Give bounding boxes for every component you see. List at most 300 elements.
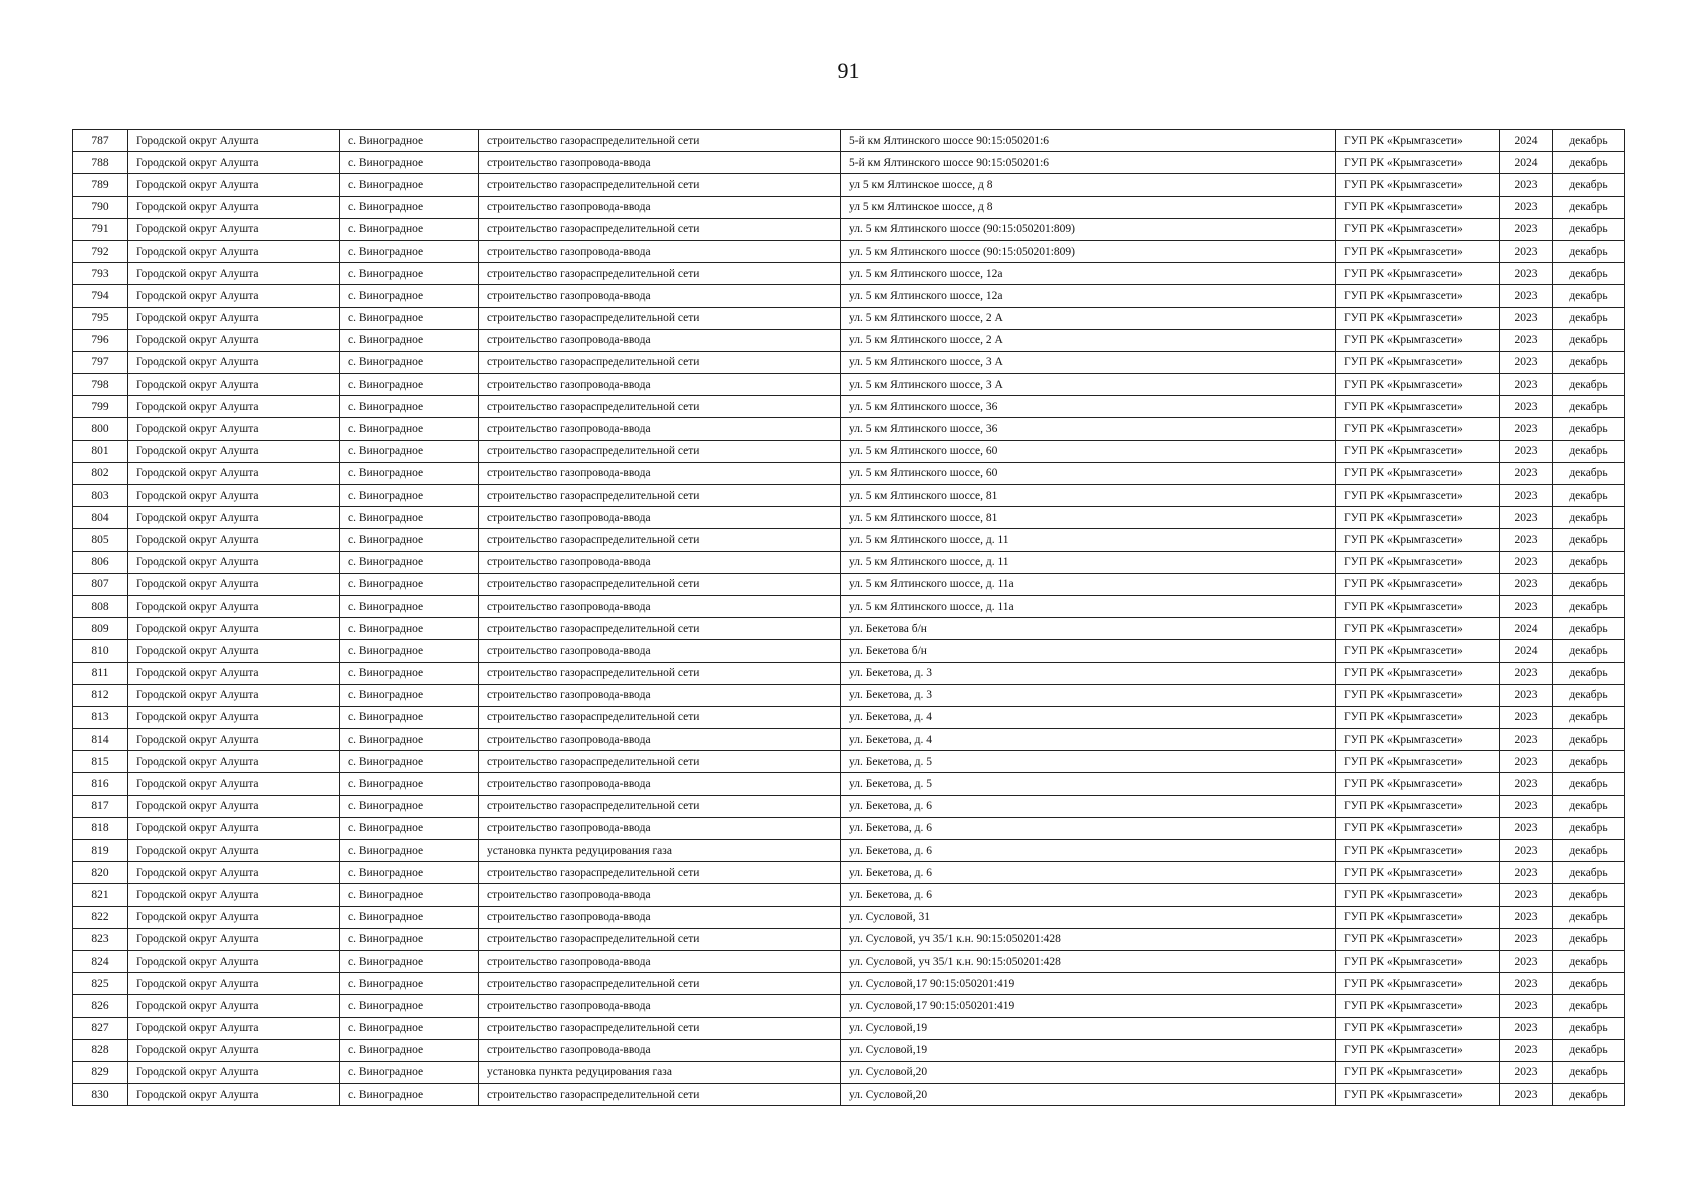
table-row bbox=[73, 152, 1625, 174]
year-cell: 2023 bbox=[1500, 374, 1553, 396]
organization-cell: ГУП РК «Крымгазсети» bbox=[1336, 418, 1500, 440]
address-cell: ул. Бекетова, д. 5 bbox=[841, 773, 1336, 795]
table-row bbox=[73, 662, 1625, 684]
organization-cell: ГУП РК «Крымгазсети» bbox=[1336, 795, 1500, 817]
row-number-cell: 793 bbox=[73, 263, 128, 285]
address-cell: ул. 5 км Ялтинского шоссе, 2 А bbox=[841, 307, 1336, 329]
organization-cell: ГУП РК «Крымгазсети» bbox=[1336, 618, 1500, 640]
year-cell: 2023 bbox=[1500, 462, 1553, 484]
organization-cell: ГУП РК «Крымгазсети» bbox=[1336, 862, 1500, 884]
locality-cell: с. Виноградное bbox=[340, 595, 479, 617]
row-number-cell: 804 bbox=[73, 507, 128, 529]
organization-cell: ГУП РК «Крымгазсети» bbox=[1336, 307, 1500, 329]
work-type-cell: строительство газораспределительной сети bbox=[479, 351, 841, 373]
table-row bbox=[73, 1084, 1625, 1106]
row-number-cell: 817 bbox=[73, 795, 128, 817]
district-cell: Городской округ Алушта bbox=[128, 174, 340, 196]
work-type-cell: строительство газораспределительной сети bbox=[479, 618, 841, 640]
work-type-cell: строительство газопровода-ввода bbox=[479, 817, 841, 839]
district-cell: Городской округ Алушта bbox=[128, 840, 340, 862]
work-type-cell: строительство газораспределительной сети bbox=[479, 662, 841, 684]
table-row bbox=[73, 840, 1625, 862]
address-cell: ул. Сусловой, 31 bbox=[841, 906, 1336, 928]
address-cell: ул. 5 км Ялтинского шоссе, 3 А bbox=[841, 351, 1336, 373]
district-cell: Городской округ Алушта bbox=[128, 418, 340, 440]
district-cell: Городской округ Алушта bbox=[128, 307, 340, 329]
work-type-cell: установка пункта редуцирования газа bbox=[479, 1061, 841, 1083]
organization-cell: ГУП РК «Крымгазсети» bbox=[1336, 507, 1500, 529]
address-cell: ул. Бекетова, д. 6 bbox=[841, 862, 1336, 884]
year-cell: 2023 bbox=[1500, 729, 1553, 751]
month-cell: декабрь bbox=[1553, 374, 1625, 396]
address-cell: ул. Бекетова, д. 4 bbox=[841, 729, 1336, 751]
row-number-cell: 825 bbox=[73, 973, 128, 995]
row-number-cell: 807 bbox=[73, 573, 128, 595]
locality-cell: с. Виноградное bbox=[340, 396, 479, 418]
address-cell: ул. Бекетова б/н bbox=[841, 640, 1336, 662]
month-cell: декабрь bbox=[1553, 285, 1625, 307]
row-number-cell: 803 bbox=[73, 485, 128, 507]
address-cell: ул. 5 км Ялтинского шоссе, 12а bbox=[841, 263, 1336, 285]
row-number-cell: 819 bbox=[73, 840, 128, 862]
month-cell: декабрь bbox=[1553, 573, 1625, 595]
table-row bbox=[73, 396, 1625, 418]
table-row bbox=[73, 418, 1625, 440]
organization-cell: ГУП РК «Крымгазсети» bbox=[1336, 374, 1500, 396]
month-cell: декабрь bbox=[1553, 950, 1625, 972]
year-cell: 2023 bbox=[1500, 817, 1553, 839]
work-type-cell: строительство газопровода-ввода bbox=[479, 374, 841, 396]
year-cell: 2023 bbox=[1500, 662, 1553, 684]
row-number-cell: 824 bbox=[73, 950, 128, 972]
address-cell: ул. Сусловой,17 90:15:050201:419 bbox=[841, 995, 1336, 1017]
organization-cell: ГУП РК «Крымгазсети» bbox=[1336, 329, 1500, 351]
district-cell: Городской округ Алушта bbox=[128, 884, 340, 906]
work-type-cell: строительство газораспределительной сети bbox=[479, 706, 841, 728]
row-number-cell: 812 bbox=[73, 684, 128, 706]
table-row bbox=[73, 240, 1625, 262]
district-cell: Городской округ Алушта bbox=[128, 485, 340, 507]
table-row bbox=[73, 950, 1625, 972]
work-type-cell: строительство газораспределительной сети bbox=[479, 529, 841, 551]
month-cell: декабрь bbox=[1553, 1061, 1625, 1083]
month-cell: декабрь bbox=[1553, 1084, 1625, 1106]
month-cell: декабрь bbox=[1553, 684, 1625, 706]
address-cell: ул. 5 км Ялтинского шоссе, 60 bbox=[841, 462, 1336, 484]
month-cell: декабрь bbox=[1553, 995, 1625, 1017]
year-cell: 2023 bbox=[1500, 928, 1553, 950]
organization-cell: ГУП РК «Крымгазсети» bbox=[1336, 1039, 1500, 1061]
row-number-cell: 806 bbox=[73, 551, 128, 573]
year-cell: 2023 bbox=[1500, 906, 1553, 928]
month-cell: декабрь bbox=[1553, 729, 1625, 751]
table-row bbox=[73, 263, 1625, 285]
address-cell: ул. 5 км Ялтинского шоссе, 2 А bbox=[841, 329, 1336, 351]
organization-cell: ГУП РК «Крымгазсети» bbox=[1336, 174, 1500, 196]
table-row bbox=[73, 1039, 1625, 1061]
year-cell: 2023 bbox=[1500, 351, 1553, 373]
locality-cell: с. Виноградное bbox=[340, 507, 479, 529]
row-number-cell: 802 bbox=[73, 462, 128, 484]
work-type-cell: строительство газопровода-ввода bbox=[479, 240, 841, 262]
table-row bbox=[73, 174, 1625, 196]
address-cell: 5-й км Ялтинского шоссе 90:15:050201:6 bbox=[841, 130, 1336, 152]
month-cell: декабрь bbox=[1553, 1017, 1625, 1039]
work-type-cell: строительство газопровода-ввода bbox=[479, 551, 841, 573]
table-row bbox=[73, 773, 1625, 795]
table-row bbox=[73, 729, 1625, 751]
locality-cell: с. Виноградное bbox=[340, 884, 479, 906]
register-table bbox=[72, 129, 1625, 1106]
month-cell: декабрь bbox=[1553, 795, 1625, 817]
address-cell: ул. Сусловой, уч 35/1 к.н. 90:15:050201:428 bbox=[841, 950, 1336, 972]
month-cell: декабрь bbox=[1553, 440, 1625, 462]
row-number-cell: 790 bbox=[73, 196, 128, 218]
row-number-cell: 808 bbox=[73, 595, 128, 617]
table-row bbox=[73, 973, 1625, 995]
month-cell: декабрь bbox=[1553, 462, 1625, 484]
table-row bbox=[73, 351, 1625, 373]
organization-cell: ГУП РК «Крымгазсети» bbox=[1336, 684, 1500, 706]
district-cell: Городской округ Алушта bbox=[128, 462, 340, 484]
month-cell: декабрь bbox=[1553, 662, 1625, 684]
district-cell: Городской округ Алушта bbox=[128, 218, 340, 240]
row-number-cell: 799 bbox=[73, 396, 128, 418]
address-cell: ул. Сусловой,19 bbox=[841, 1017, 1336, 1039]
year-cell: 2023 bbox=[1500, 862, 1553, 884]
organization-cell: ГУП РК «Крымгазсети» bbox=[1336, 773, 1500, 795]
row-number-cell: 816 bbox=[73, 773, 128, 795]
month-cell: декабрь bbox=[1553, 130, 1625, 152]
locality-cell: с. Виноградное bbox=[340, 1017, 479, 1039]
row-number-cell: 800 bbox=[73, 418, 128, 440]
locality-cell: с. Виноградное bbox=[340, 573, 479, 595]
year-cell: 2023 bbox=[1500, 1039, 1553, 1061]
organization-cell: ГУП РК «Крымгазсети» bbox=[1336, 995, 1500, 1017]
district-cell: Городской округ Алушта bbox=[128, 751, 340, 773]
district-cell: Городской округ Алушта bbox=[128, 396, 340, 418]
address-cell: ул. 5 км Ялтинского шоссе, д. 11а bbox=[841, 573, 1336, 595]
address-cell: ул. 5 км Ялтинского шоссе, д. 11 bbox=[841, 529, 1336, 551]
year-cell: 2023 bbox=[1500, 684, 1553, 706]
year-cell: 2023 bbox=[1500, 263, 1553, 285]
locality-cell: с. Виноградное bbox=[340, 329, 479, 351]
organization-cell: ГУП РК «Крымгазсети» bbox=[1336, 973, 1500, 995]
address-cell: ул 5 км Ялтинское шоссе, д 8 bbox=[841, 174, 1336, 196]
row-number-cell: 809 bbox=[73, 618, 128, 640]
organization-cell: ГУП РК «Крымгазсети» bbox=[1336, 840, 1500, 862]
year-cell: 2023 bbox=[1500, 329, 1553, 351]
locality-cell: с. Виноградное bbox=[340, 529, 479, 551]
district-cell: Городской округ Алушта bbox=[128, 1084, 340, 1106]
table-row bbox=[73, 751, 1625, 773]
district-cell: Городской округ Алушта bbox=[128, 529, 340, 551]
locality-cell: с. Виноградное bbox=[340, 285, 479, 307]
month-cell: декабрь bbox=[1553, 174, 1625, 196]
year-cell: 2023 bbox=[1500, 285, 1553, 307]
organization-cell: ГУП РК «Крымгазсети» bbox=[1336, 706, 1500, 728]
address-cell: ул. Бекетова, д. 5 bbox=[841, 751, 1336, 773]
work-type-cell: строительство газопровода-ввода bbox=[479, 773, 841, 795]
district-cell: Городской округ Алушта bbox=[128, 1017, 340, 1039]
locality-cell: с. Виноградное bbox=[340, 662, 479, 684]
work-type-cell: строительство газораспределительной сети bbox=[479, 396, 841, 418]
table-row bbox=[73, 928, 1625, 950]
address-cell: ул. Сусловой, уч 35/1 к.н. 90:15:050201:428 bbox=[841, 928, 1336, 950]
organization-cell: ГУП РК «Крымгазсети» bbox=[1336, 1017, 1500, 1039]
month-cell: декабрь bbox=[1553, 152, 1625, 174]
district-cell: Городской округ Алушта bbox=[128, 329, 340, 351]
locality-cell: с. Виноградное bbox=[340, 485, 479, 507]
address-cell: ул. Сусловой,17 90:15:050201:419 bbox=[841, 973, 1336, 995]
organization-cell: ГУП РК «Крымгазсети» bbox=[1336, 285, 1500, 307]
address-cell: ул. Бекетова, д. 6 bbox=[841, 817, 1336, 839]
year-cell: 2023 bbox=[1500, 396, 1553, 418]
locality-cell: с. Виноградное bbox=[340, 218, 479, 240]
year-cell: 2023 bbox=[1500, 307, 1553, 329]
month-cell: декабрь bbox=[1553, 418, 1625, 440]
year-cell: 2024 bbox=[1500, 618, 1553, 640]
table-row bbox=[73, 218, 1625, 240]
district-cell: Городской округ Алушта bbox=[128, 640, 340, 662]
table-row bbox=[73, 684, 1625, 706]
locality-cell: с. Виноградное bbox=[340, 1061, 479, 1083]
year-cell: 2023 bbox=[1500, 440, 1553, 462]
month-cell: декабрь bbox=[1553, 551, 1625, 573]
district-cell: Городской округ Алушта bbox=[128, 130, 340, 152]
table-row bbox=[73, 595, 1625, 617]
work-type-cell: строительство газораспределительной сети bbox=[479, 130, 841, 152]
work-type-cell: строительство газораспределительной сети bbox=[479, 928, 841, 950]
address-cell: 5-й км Ялтинского шоссе 90:15:050201:6 bbox=[841, 152, 1336, 174]
row-number-cell: 826 bbox=[73, 995, 128, 1017]
district-cell: Городской округ Алушта bbox=[128, 618, 340, 640]
month-cell: декабрь bbox=[1553, 307, 1625, 329]
organization-cell: ГУП РК «Крымгазсети» bbox=[1336, 640, 1500, 662]
row-number-cell: 791 bbox=[73, 218, 128, 240]
locality-cell: с. Виноградное bbox=[340, 973, 479, 995]
locality-cell: с. Виноградное bbox=[340, 130, 479, 152]
district-cell: Городской округ Алушта bbox=[128, 573, 340, 595]
row-number-cell: 818 bbox=[73, 817, 128, 839]
locality-cell: с. Виноградное bbox=[340, 307, 479, 329]
year-cell: 2023 bbox=[1500, 795, 1553, 817]
table-row bbox=[73, 906, 1625, 928]
month-cell: декабрь bbox=[1553, 240, 1625, 262]
month-cell: декабрь bbox=[1553, 840, 1625, 862]
locality-cell: с. Виноградное bbox=[340, 995, 479, 1017]
year-cell: 2023 bbox=[1500, 706, 1553, 728]
address-cell: ул. 5 км Ялтинского шоссе (90:15:050201:809) bbox=[841, 240, 1336, 262]
table-row bbox=[73, 884, 1625, 906]
locality-cell: с. Виноградное bbox=[340, 618, 479, 640]
table-row bbox=[73, 285, 1625, 307]
work-type-cell: строительство газопровода-ввода bbox=[479, 595, 841, 617]
row-number-cell: 813 bbox=[73, 706, 128, 728]
month-cell: декабрь bbox=[1553, 529, 1625, 551]
row-number-cell: 811 bbox=[73, 662, 128, 684]
work-type-cell: строительство газораспределительной сети bbox=[479, 751, 841, 773]
table-row bbox=[73, 862, 1625, 884]
year-cell: 2023 bbox=[1500, 196, 1553, 218]
year-cell: 2023 bbox=[1500, 1084, 1553, 1106]
district-cell: Городской округ Алушта bbox=[128, 773, 340, 795]
district-cell: Городской округ Алушта bbox=[128, 928, 340, 950]
row-number-cell: 794 bbox=[73, 285, 128, 307]
organization-cell: ГУП РК «Крымгазсети» bbox=[1336, 595, 1500, 617]
year-cell: 2023 bbox=[1500, 995, 1553, 1017]
table-row bbox=[73, 307, 1625, 329]
district-cell: Городской округ Алушта bbox=[128, 440, 340, 462]
district-cell: Городской округ Алушта bbox=[128, 1039, 340, 1061]
month-cell: декабрь bbox=[1553, 218, 1625, 240]
month-cell: декабрь bbox=[1553, 884, 1625, 906]
row-number-cell: 821 bbox=[73, 884, 128, 906]
address-cell: ул. Бекетова, д. 4 bbox=[841, 706, 1336, 728]
month-cell: декабрь bbox=[1553, 928, 1625, 950]
locality-cell: с. Виноградное bbox=[340, 729, 479, 751]
work-type-cell: строительство газопровода-ввода bbox=[479, 418, 841, 440]
work-type-cell: строительство газораспределительной сети bbox=[479, 862, 841, 884]
year-cell: 2023 bbox=[1500, 529, 1553, 551]
table-row bbox=[73, 640, 1625, 662]
work-type-cell: строительство газопровода-ввода bbox=[479, 906, 841, 928]
row-number-cell: 814 bbox=[73, 729, 128, 751]
district-cell: Городской округ Алушта bbox=[128, 973, 340, 995]
organization-cell: ГУП РК «Крымгазсети» bbox=[1336, 729, 1500, 751]
year-cell: 2023 bbox=[1500, 507, 1553, 529]
year-cell: 2023 bbox=[1500, 174, 1553, 196]
locality-cell: с. Виноградное bbox=[340, 773, 479, 795]
work-type-cell: установка пункта редуцирования газа bbox=[479, 840, 841, 862]
year-cell: 2023 bbox=[1500, 218, 1553, 240]
table-row bbox=[73, 795, 1625, 817]
locality-cell: с. Виноградное bbox=[340, 751, 479, 773]
locality-cell: с. Виноградное bbox=[340, 1039, 479, 1061]
year-cell: 2023 bbox=[1500, 551, 1553, 573]
organization-cell: ГУП РК «Крымгазсети» bbox=[1336, 218, 1500, 240]
locality-cell: с. Виноградное bbox=[340, 263, 479, 285]
organization-cell: ГУП РК «Крымгазсети» bbox=[1336, 573, 1500, 595]
organization-cell: ГУП РК «Крымгазсети» bbox=[1336, 440, 1500, 462]
organization-cell: ГУП РК «Крымгазсети» bbox=[1336, 130, 1500, 152]
address-cell: ул. 5 км Ялтинского шоссе, 12а bbox=[841, 285, 1336, 307]
organization-cell: ГУП РК «Крымгазсети» bbox=[1336, 196, 1500, 218]
work-type-cell: строительство газопровода-ввода bbox=[479, 950, 841, 972]
year-cell: 2024 bbox=[1500, 640, 1553, 662]
locality-cell: с. Виноградное bbox=[340, 240, 479, 262]
row-number-cell: 795 bbox=[73, 307, 128, 329]
organization-cell: ГУП РК «Крымгазсети» bbox=[1336, 529, 1500, 551]
year-cell: 2023 bbox=[1500, 840, 1553, 862]
row-number-cell: 830 bbox=[73, 1084, 128, 1106]
month-cell: декабрь bbox=[1553, 263, 1625, 285]
year-cell: 2023 bbox=[1500, 573, 1553, 595]
organization-cell: ГУП РК «Крымгазсети» bbox=[1336, 396, 1500, 418]
table-row bbox=[73, 196, 1625, 218]
table-row bbox=[73, 485, 1625, 507]
work-type-cell: строительство газораспределительной сети bbox=[479, 307, 841, 329]
table-row bbox=[73, 1017, 1625, 1039]
work-type-cell: строительство газораспределительной сети bbox=[479, 795, 841, 817]
table-row bbox=[73, 1061, 1625, 1083]
work-type-cell: строительство газораспределительной сети bbox=[479, 440, 841, 462]
month-cell: декабрь bbox=[1553, 973, 1625, 995]
locality-cell: с. Виноградное bbox=[340, 374, 479, 396]
organization-cell: ГУП РК «Крымгазсети» bbox=[1336, 950, 1500, 972]
organization-cell: ГУП РК «Крымгазсети» bbox=[1336, 928, 1500, 950]
district-cell: Городской округ Алушта bbox=[128, 196, 340, 218]
row-number-cell: 787 bbox=[73, 130, 128, 152]
month-cell: декабрь bbox=[1553, 906, 1625, 928]
month-cell: декабрь bbox=[1553, 351, 1625, 373]
district-cell: Городской округ Алушта bbox=[128, 729, 340, 751]
year-cell: 2023 bbox=[1500, 773, 1553, 795]
year-cell: 2024 bbox=[1500, 152, 1553, 174]
district-cell: Городской округ Алушта bbox=[128, 374, 340, 396]
work-type-cell: строительство газораспределительной сети bbox=[479, 1084, 841, 1106]
locality-cell: с. Виноградное bbox=[340, 706, 479, 728]
month-cell: декабрь bbox=[1553, 618, 1625, 640]
address-cell: ул. Бекетова б/н bbox=[841, 618, 1336, 640]
table-row bbox=[73, 440, 1625, 462]
organization-cell: ГУП РК «Крымгазсети» bbox=[1336, 240, 1500, 262]
year-cell: 2023 bbox=[1500, 751, 1553, 773]
organization-cell: ГУП РК «Крымгазсети» bbox=[1336, 751, 1500, 773]
row-number-cell: 798 bbox=[73, 374, 128, 396]
organization-cell: ГУП РК «Крымгазсети» bbox=[1336, 662, 1500, 684]
locality-cell: с. Виноградное bbox=[340, 640, 479, 662]
table-row bbox=[73, 618, 1625, 640]
year-cell: 2023 bbox=[1500, 950, 1553, 972]
address-cell: ул. 5 км Ялтинского шоссе, 81 bbox=[841, 507, 1336, 529]
district-cell: Городской округ Алушта bbox=[128, 662, 340, 684]
address-cell: ул. Бекетова, д. 6 bbox=[841, 840, 1336, 862]
row-number-cell: 788 bbox=[73, 152, 128, 174]
year-cell: 2023 bbox=[1500, 1061, 1553, 1083]
work-type-cell: строительство газораспределительной сети bbox=[479, 973, 841, 995]
row-number-cell: 828 bbox=[73, 1039, 128, 1061]
row-number-cell: 792 bbox=[73, 240, 128, 262]
work-type-cell: строительство газораспределительной сети bbox=[479, 218, 841, 240]
organization-cell: ГУП РК «Крымгазсети» bbox=[1336, 462, 1500, 484]
address-cell: ул. Бекетова, д. 6 bbox=[841, 884, 1336, 906]
month-cell: декабрь bbox=[1553, 640, 1625, 662]
table-row bbox=[73, 706, 1625, 728]
district-cell: Городской округ Алушта bbox=[128, 995, 340, 1017]
work-type-cell: строительство газопровода-ввода bbox=[479, 995, 841, 1017]
work-type-cell: строительство газопровода-ввода bbox=[479, 729, 841, 751]
locality-cell: с. Виноградное bbox=[340, 817, 479, 839]
locality-cell: с. Виноградное bbox=[340, 684, 479, 706]
work-type-cell: строительство газораспределительной сети bbox=[479, 485, 841, 507]
work-type-cell: строительство газопровода-ввода bbox=[479, 640, 841, 662]
locality-cell: с. Виноградное bbox=[340, 840, 479, 862]
table-row bbox=[73, 329, 1625, 351]
table-row bbox=[73, 507, 1625, 529]
table-row bbox=[73, 130, 1625, 152]
month-cell: декабрь bbox=[1553, 862, 1625, 884]
locality-cell: с. Виноградное bbox=[340, 440, 479, 462]
month-cell: декабрь bbox=[1553, 773, 1625, 795]
locality-cell: с. Виноградное bbox=[340, 152, 479, 174]
address-cell: ул. 5 км Ялтинского шоссе, д. 11а bbox=[841, 595, 1336, 617]
locality-cell: с. Виноградное bbox=[340, 418, 479, 440]
row-number-cell: 822 bbox=[73, 906, 128, 928]
address-cell: ул. Сусловой,19 bbox=[841, 1039, 1336, 1061]
address-cell: ул. Бекетова, д. 3 bbox=[841, 662, 1336, 684]
page-number: 91 bbox=[837, 58, 860, 83]
